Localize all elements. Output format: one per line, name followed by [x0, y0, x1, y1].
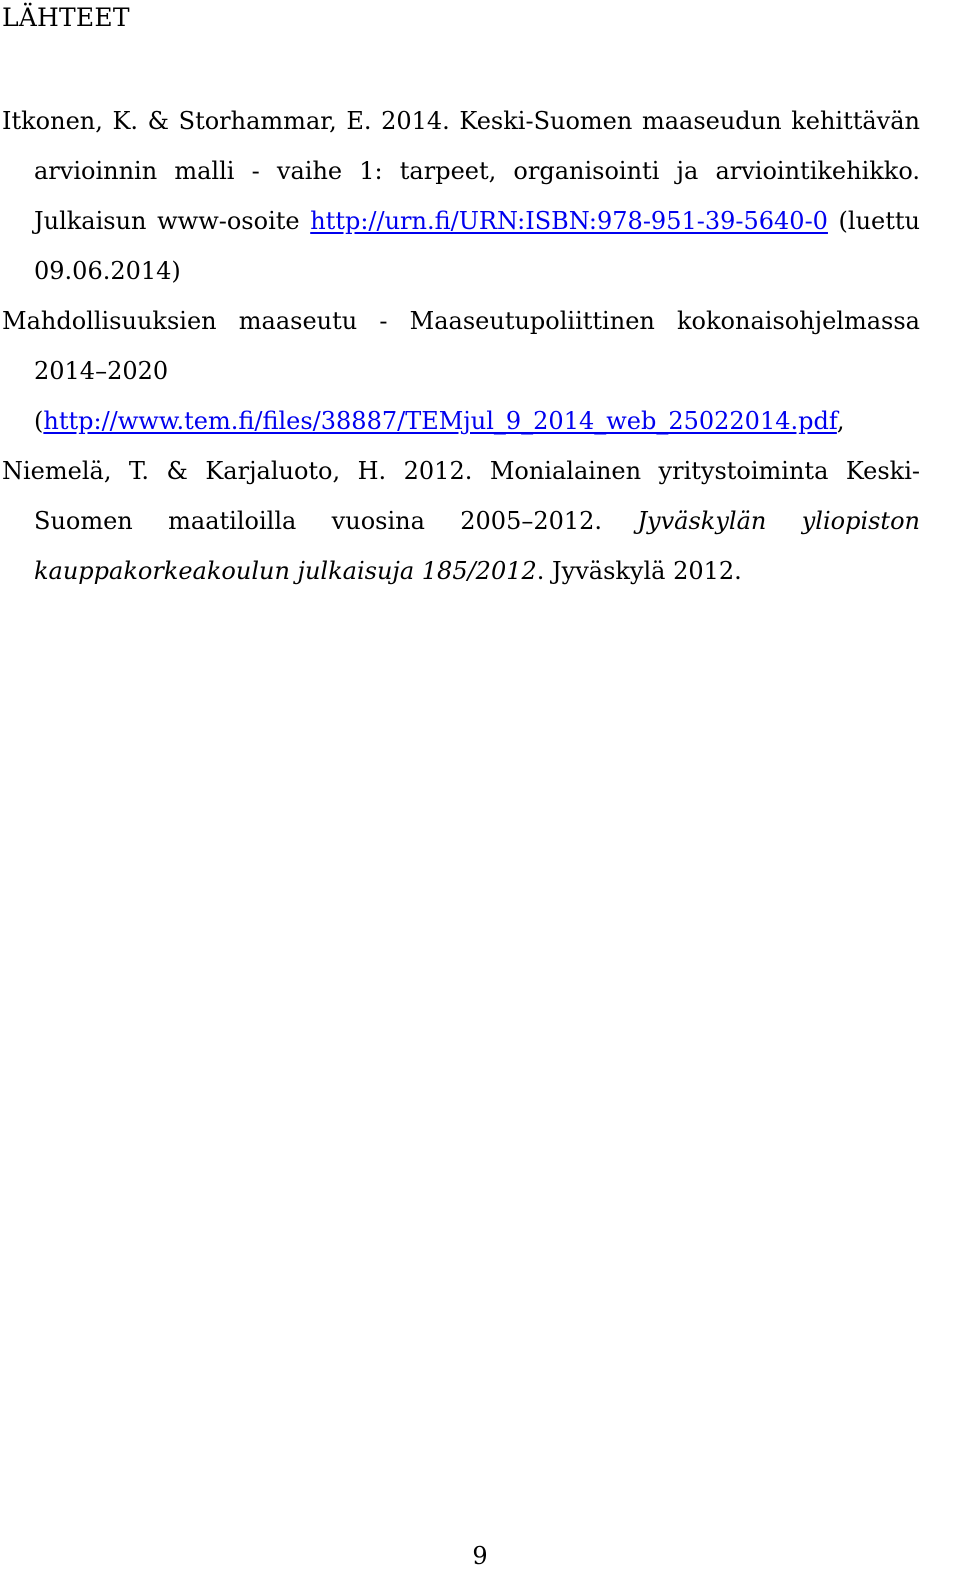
reference-list — [2, 96, 920, 596]
reference-item-itkonen — [2, 96, 920, 296]
reference-link-tem[interactable]: http://www.tem.fi/files/38887/TEMjul_9_2014_web_25022014.pdf — [43, 407, 837, 435]
reference-link-urn[interactable]: http://urn.fi/URN:ISBN:978-951-39-5640-0 — [310, 207, 828, 235]
reference-text: Niemelä, T. & Karjaluoto, H. 2012. Monialainen yritystoiminta Keski-Suomen maatiloilla vuosina 2005–2012. — [2, 457, 920, 535]
reference-text: Mahdollisuuksien maaseutu - Maaseutupoliittinen kokonaisohjelmassa 2014–2020 ( — [2, 307, 920, 435]
reference-publication-title: Jyväskylän yliopiston kauppakorkeakoulun julkaisuja 185/2012 — [34, 507, 920, 585]
reference-text-end: , — [836, 407, 845, 435]
page-number: 9 — [472, 1542, 488, 1570]
reference-item-niemela — [2, 446, 920, 596]
reference-text: Itkonen, K. & Storhammar, E. 2014. Keski-Suomen maaseudun kehittävän arvioinnin malli - vaihe 1: tarpeet, organisointi ja arviointikehikko. Julkaisun www-osoite — [2, 107, 920, 235]
reference-text-end: (luettu 09.06.2014) — [34, 207, 921, 285]
reference-text-end: . Jyväskylä 2012. — [536, 557, 742, 585]
reference-item-mahdollisuuksien — [2, 296, 920, 446]
page-heading: LÄHTEET — [2, 3, 130, 32]
